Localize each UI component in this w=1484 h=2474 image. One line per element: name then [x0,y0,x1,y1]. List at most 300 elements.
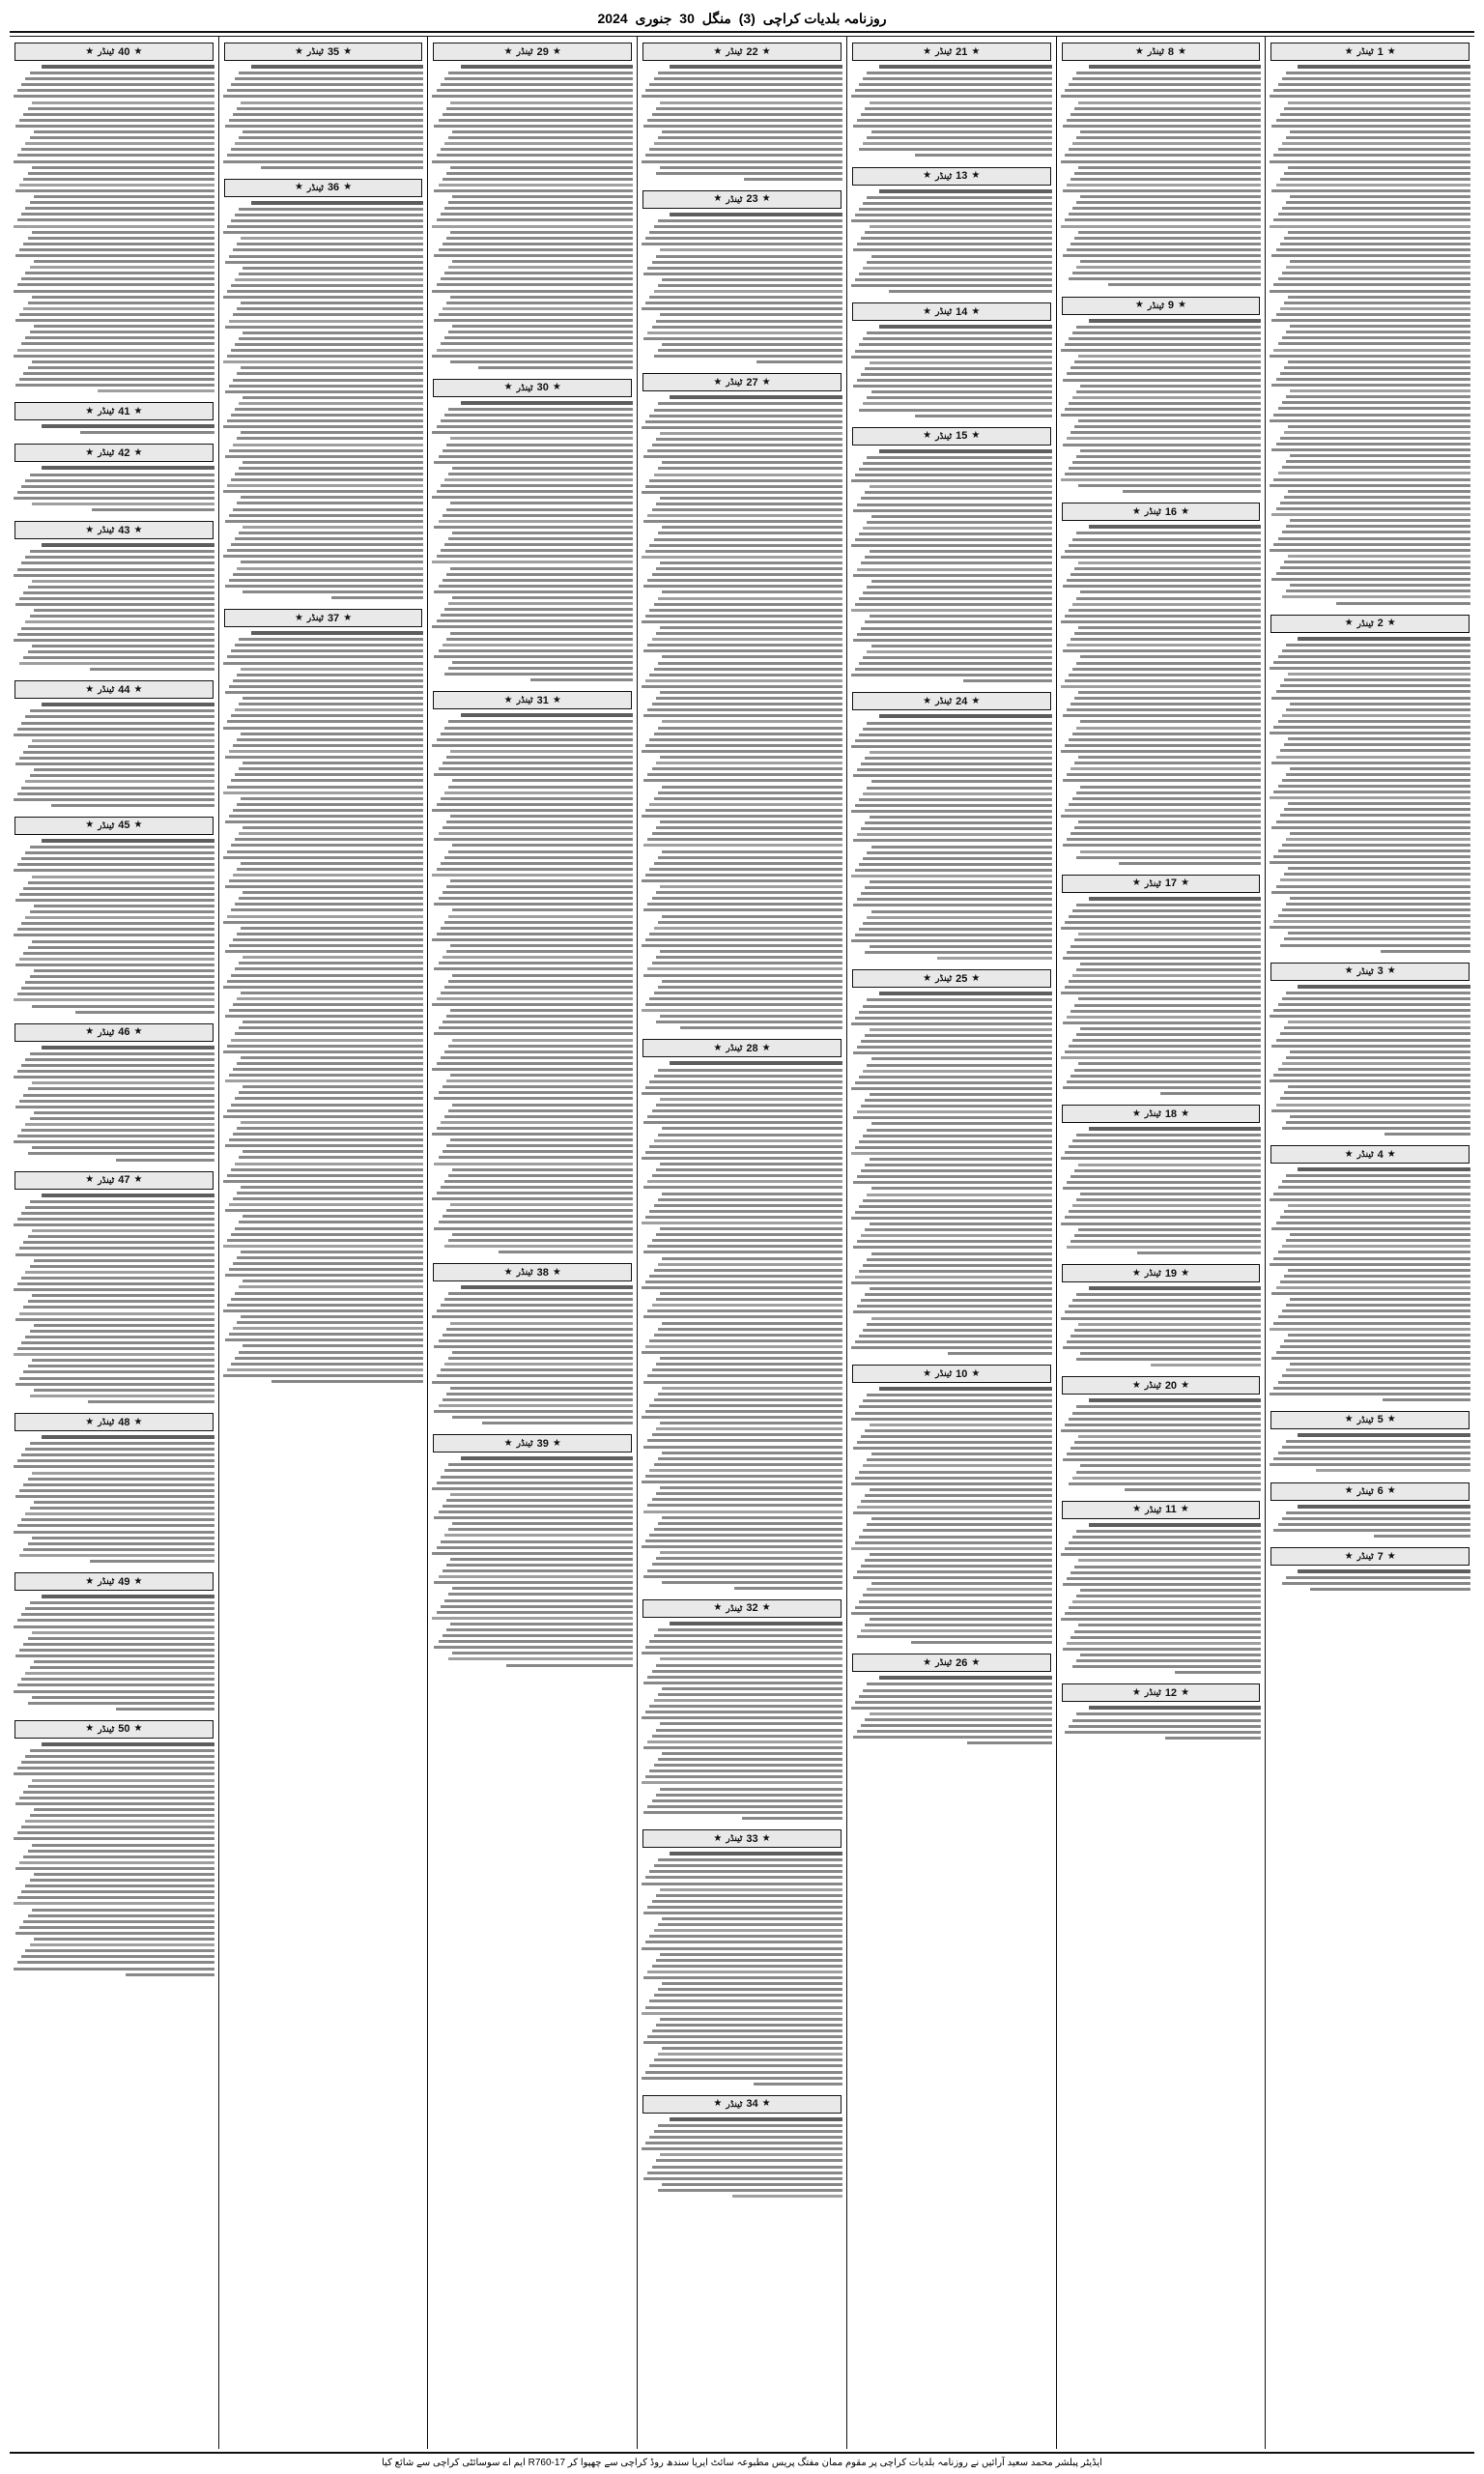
tender-heading[interactable] [1062,297,1261,315]
text-line [23,887,214,890]
text-line [225,455,424,458]
text-line [654,1528,842,1531]
tender-heading[interactable] [14,680,214,699]
text-line [1072,207,1261,210]
text-line [14,639,214,642]
text-line [126,1973,214,1976]
text-line [1282,401,1470,404]
text-line [647,1805,842,1808]
text-line [1288,673,1470,676]
tender-heading[interactable] [1062,503,1261,521]
text-line [30,846,214,849]
text-line [434,655,633,658]
tender-heading[interactable] [1062,1683,1261,1702]
tender-heading[interactable] [1062,1501,1261,1519]
text-line [1076,597,1261,600]
text-line [658,2189,842,2192]
text-line [1063,125,1262,128]
text-line [225,125,424,128]
text-line [647,1439,842,1442]
star-icon: ★ [1132,1504,1142,1515]
text-line [23,178,214,181]
text-line [1078,484,1261,487]
text-line [442,762,633,764]
text-line [51,804,214,807]
tender-heading[interactable] [642,1599,842,1618]
text-line [1076,390,1261,393]
text-line [452,532,633,534]
text-line [654,1269,842,1272]
text-line [243,590,423,593]
text-line [23,1791,214,1794]
text-line [28,1478,214,1481]
tender-heading[interactable] [14,444,214,462]
text-line [235,77,423,80]
text-line [1065,744,1262,747]
text-line [239,962,423,964]
text-line [237,437,423,440]
text-line [21,342,214,345]
text-line [1080,963,1261,965]
tender-body-text [222,64,425,175]
text-line [19,1489,214,1492]
tender-body-text [1060,1285,1263,1372]
text-line [642,1286,842,1289]
text-line [670,1852,842,1856]
text-line [229,879,423,882]
text-line [867,1258,1051,1261]
tender-heading[interactable] [852,167,1051,186]
text-line [1076,968,1261,971]
text-line [21,1341,214,1344]
text-line [656,1168,842,1171]
text-line [28,650,214,653]
text-line [223,360,424,363]
text-line [1067,119,1261,122]
text-line [649,1275,842,1278]
text-line [867,1323,1051,1326]
text-line [437,1127,634,1130]
tender-label: ٹینڈر [1144,1687,1161,1698]
text-line [448,1657,633,1660]
text-line [227,786,424,789]
text-line [1074,697,1261,700]
star-icon: ★ [971,45,981,57]
text-line [1290,325,1470,328]
tender-heading[interactable] [1270,43,1470,61]
text-line [865,1293,1051,1296]
text-line [25,1448,214,1451]
text-line [441,1368,633,1371]
text-line [658,1923,842,1926]
text-line [1072,272,1261,274]
tender-label: ٹینڈر [98,447,115,458]
tender-heading[interactable] [1270,1482,1470,1501]
text-line [1280,1097,1470,1100]
text-line [1065,986,1262,989]
text-line [30,550,214,553]
text-line [756,360,842,363]
text-line [1063,585,1262,588]
text-line [660,497,842,500]
text-line [658,1263,842,1266]
text-line [241,733,423,735]
text-line [861,892,1051,895]
tender-heading[interactable] [14,43,214,61]
text-line [239,1285,423,1288]
tender-number: 42 [118,446,130,459]
star-icon: ★ [1131,505,1141,517]
text-line [439,832,633,835]
text-line [14,497,214,500]
text-line [647,1569,842,1572]
text-line [851,939,1052,942]
tender-heading[interactable] [224,43,423,61]
text-line [231,148,423,151]
text-line [1284,743,1470,746]
tender-heading[interactable] [1062,1264,1261,1282]
tender-number: 48 [118,1416,130,1428]
text-line [1076,72,1261,74]
text-line [879,714,1052,718]
text-line [233,248,423,251]
text-line [225,326,424,329]
tender-body-text [13,542,215,676]
tender-number: 4 [1377,1148,1384,1161]
text-line [90,668,214,671]
tender-heading[interactable] [224,609,423,627]
text-line [879,449,1052,453]
text-line [863,857,1051,860]
text-line [19,662,214,665]
text-line [851,745,1052,748]
text-line [23,307,214,310]
text-line [855,474,1052,476]
text-line [237,1256,423,1259]
text-line [227,419,424,422]
text-line [241,101,423,104]
text-line [442,449,633,452]
text-line [442,1150,633,1153]
text-line [1067,248,1261,251]
tender-heading[interactable] [642,1829,842,1848]
text-line [1270,1328,1470,1331]
text-line [867,196,1051,199]
text-line [452,1351,633,1354]
text-line [647,1309,842,1312]
text-line [649,83,842,86]
star-icon: ★ [1386,45,1396,57]
tender-heading[interactable] [1062,1376,1261,1395]
text-line [1065,408,1262,411]
text-line [21,83,214,86]
star-icon: ★ [923,430,932,442]
tender-heading[interactable] [1062,1105,1261,1123]
text-line [1271,1109,1470,1112]
text-line [19,1247,214,1250]
tender-heading[interactable] [852,302,1051,321]
tender-heading[interactable] [14,817,214,835]
text-line [25,142,214,145]
text-line [227,290,424,293]
star-icon: ★ [971,1367,981,1379]
text-line [450,231,633,234]
tender-heading[interactable] [1270,1411,1470,1429]
star-icon: ★ [1134,300,1144,311]
text-line [870,225,1052,228]
text-line [1282,336,1470,339]
text-line [660,101,842,104]
text-line [1273,726,1470,729]
text-line [656,1557,842,1560]
tender-heading[interactable] [642,1039,842,1057]
text-line [444,921,633,924]
text-line [1381,950,1470,953]
tender-heading[interactable] [14,1572,214,1591]
text-line [229,1009,423,1012]
text-line [1278,1068,1470,1071]
text-line [17,1619,214,1622]
tender-label: ٹینڈر [516,695,533,705]
text-line [643,779,842,782]
text-line [19,184,214,187]
text-line [28,1542,214,1545]
tender-heading[interactable] [1270,1547,1470,1566]
text-line [30,910,214,913]
text-line [863,77,1051,80]
tender-heading[interactable] [642,2095,842,2114]
text-line [1072,1039,1261,1042]
text-line [1273,1457,1470,1460]
text-line [437,490,634,493]
text-line [42,466,214,470]
tender-heading[interactable] [852,692,1051,710]
text-line [863,1005,1051,1008]
text-line [1282,1245,1470,1248]
text-line [855,538,1052,541]
tender-heading[interactable] [14,1023,214,1042]
text-line [652,962,842,964]
text-line [652,1304,842,1307]
text-line [865,1429,1051,1432]
text-line [450,1493,633,1496]
tender-heading[interactable] [1062,875,1261,893]
text-line [1074,1630,1261,1633]
text-line [32,1146,214,1149]
text-line [863,1529,1051,1532]
text-line [654,474,842,476]
text-line [32,296,214,299]
text-line [871,255,1052,258]
text-line [437,89,634,92]
text-line [21,1678,214,1681]
text-line [859,83,1051,86]
text-line [28,745,214,748]
tender-heading[interactable] [852,969,1051,988]
tender-heading[interactable] [852,427,1051,446]
text-line [1290,195,1470,198]
text-line [28,1850,214,1853]
text-line [1078,820,1261,823]
text-line [439,1404,633,1407]
text-line [870,101,1052,104]
text-line [237,372,423,375]
text-line [662,526,842,529]
text-line [223,1180,424,1183]
text-line [241,1056,423,1059]
text-line [642,1222,842,1224]
tender-heading[interactable] [1270,1145,1470,1164]
text-line [658,1134,842,1136]
text-line [1069,980,1261,983]
tender-heading[interactable] [14,521,214,539]
text-line [851,1022,1052,1025]
text-line [1078,1323,1261,1326]
text-line [855,214,1052,216]
text-line [660,1098,842,1101]
text-line [861,1724,1051,1727]
text-line [243,267,423,270]
tender-heading[interactable] [642,43,842,61]
text-line [17,89,214,92]
text-line [241,302,423,304]
tender-heading[interactable] [224,179,423,197]
tender-heading[interactable] [642,373,842,391]
text-line [233,1068,423,1071]
tender-heading[interactable] [14,1413,214,1431]
tender-heading[interactable] [14,1171,214,1190]
text-line [444,478,633,481]
text-line [25,1336,214,1338]
text-line [30,474,214,476]
tender-heading[interactable] [1270,615,1470,633]
text-line [32,1229,214,1232]
tender-heading[interactable] [14,1720,214,1739]
text-line [21,1955,214,1958]
text-line [857,568,1051,571]
text-line [42,1742,214,1746]
text-line [1067,1016,1261,1019]
text-line [243,130,423,133]
text-line [1072,909,1261,912]
tender-heading[interactable] [433,379,632,397]
text-line [859,1270,1051,1273]
text-line [857,1570,1051,1573]
text-line [446,107,633,110]
text-line [1276,1039,1470,1042]
text-line [19,119,214,122]
text-line [1271,254,1470,257]
text-line [879,65,1052,69]
text-line [1076,1293,1261,1296]
text-line [642,2077,842,2080]
text-line [1065,809,1262,812]
star-icon: ★ [971,972,981,984]
text-line [1273,283,1470,286]
text-line [1278,1381,1470,1384]
text-line [1061,225,1262,228]
text-line [1065,1050,1262,1053]
star-icon: ★ [85,446,95,458]
text-line [441,1121,633,1124]
text-line [1067,1453,1261,1455]
tender-heading[interactable] [433,1263,632,1281]
text-line [437,425,634,428]
text-line [452,1587,633,1590]
text-line [1290,1298,1470,1301]
text-line [237,868,423,871]
text-line [652,573,842,576]
text-line [444,1180,633,1183]
text-line [1069,803,1261,806]
text-line [19,1926,214,1929]
text-line [851,1547,1052,1550]
text-line [1067,372,1261,375]
star-icon: ★ [503,1437,513,1449]
text-line [1065,218,1262,221]
text-line [1286,838,1470,841]
text-line [1273,855,1470,858]
text-line [1074,237,1261,240]
tender-heading[interactable] [14,402,214,420]
tender-heading[interactable] [433,43,632,61]
star-icon: ★ [923,695,932,706]
text-line [654,225,842,228]
text-line [25,1058,214,1061]
text-line [1063,254,1262,257]
text-line [863,728,1051,731]
text-line [450,1203,633,1206]
tender-heading[interactable] [852,1654,1051,1672]
text-line [442,1505,633,1508]
tender-body-text [641,64,843,187]
text-line [227,484,424,487]
star-icon: ★ [971,695,981,706]
text-line [643,1811,842,1814]
text-line [1286,1368,1470,1371]
text-line [647,708,842,711]
text-line [1078,756,1261,759]
text-line [432,561,633,563]
tender-heading[interactable] [852,1365,1051,1383]
text-line [17,1683,214,1686]
text-line [444,986,633,989]
tender-body-text [1060,1126,1263,1260]
text-line [1271,697,1470,700]
text-line [239,703,423,705]
text-line [23,1920,214,1923]
text-line [870,751,1052,754]
tender-heading[interactable] [642,190,842,209]
text-line [867,586,1051,589]
tender-heading[interactable] [1062,43,1261,61]
text-line [432,625,633,628]
text-line [14,290,214,293]
text-line [647,838,842,841]
tender-heading[interactable] [433,691,632,709]
text-line [225,390,424,393]
text-line [645,874,842,877]
text-line [241,431,423,434]
tender-heading[interactable] [433,1434,632,1453]
text-line [452,195,633,198]
text-line [1069,467,1261,470]
text-line [442,1215,633,1218]
tender-heading[interactable] [1270,963,1470,981]
text-line [660,626,842,629]
text-line [1072,1139,1261,1142]
tender-heading[interactable] [852,43,1051,61]
